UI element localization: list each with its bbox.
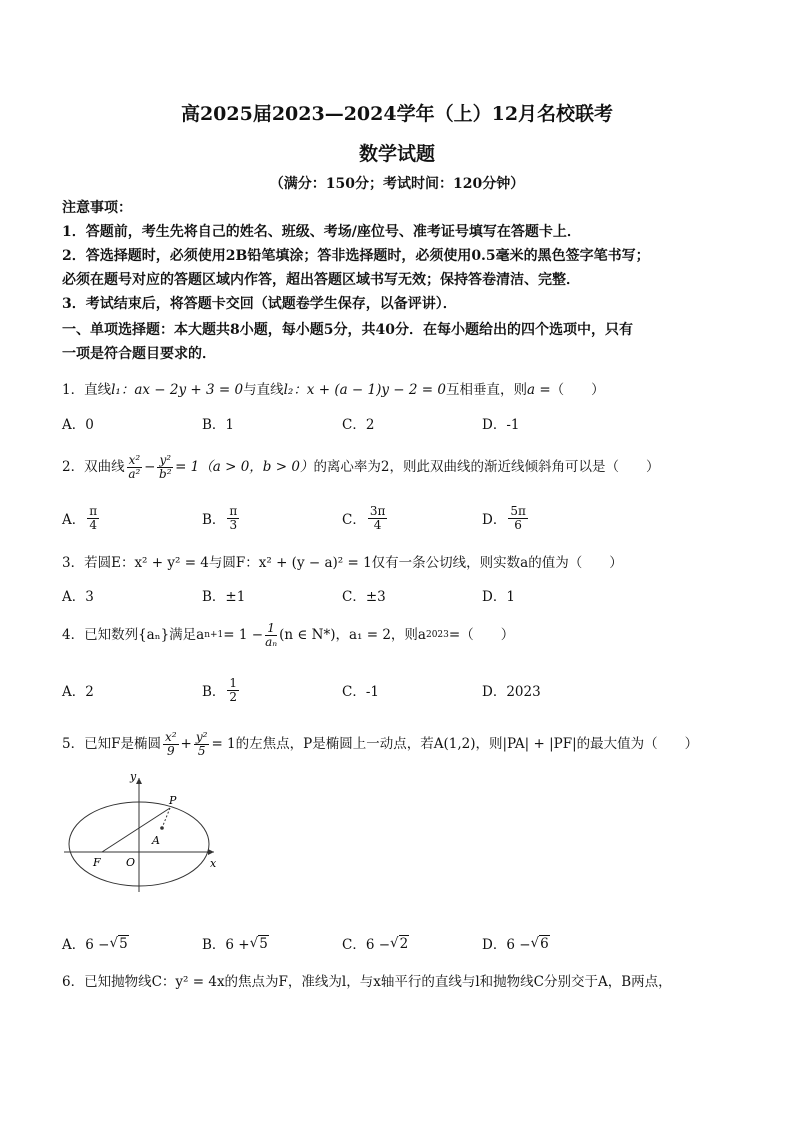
notice-heading: 注意事项：: [62, 200, 132, 216]
q2-option-a[interactable]: [62, 496, 101, 540]
y-axis-arrow: [136, 778, 142, 784]
q2-option-b[interactable]: [202, 496, 241, 540]
q1-eq1: ：ax − 2y + 3 = 0: [120, 382, 244, 398]
q2-option-c-num: 3π: [369, 503, 386, 518]
q2-option-b-num: π: [229, 503, 238, 518]
q2-frac-y-den: b²: [159, 466, 172, 481]
q4-options: [62, 668, 762, 712]
q4-option-b-label: B．: [202, 684, 226, 700]
q2-option-a-frac: [87, 505, 99, 531]
q2-option-d-num: 5π: [510, 503, 526, 518]
point-a-dot: [160, 826, 164, 830]
section-heading-line1: 一、单项选择题：本大题共8小题，每小题5分，共40分．在每小题给出的四个选项中，只有: [62, 322, 633, 338]
q1-text2: 互相垂直，则: [445, 382, 527, 398]
q2-option-a-label: A．: [62, 512, 86, 528]
q3-option-b[interactable]: B．±1: [202, 589, 246, 605]
q3-option-c[interactable]: C．±3: [342, 589, 386, 605]
question-2: 2．双曲线 $\frac{\text{x²}}{\text{a²}}$ − $\frac{\text{y²}}{\text{b²}}$ = 1（a > 0，b > 0） 的离心率为2，则此双曲线的渐近线倾斜角可以是（ ）: [62, 452, 660, 481]
section-heading-line2: 一项是符合题目要求的．: [62, 346, 216, 362]
q1-avar: a =: [526, 382, 551, 398]
q5-option-b[interactable]: B．6 + √ 5: [202, 935, 268, 953]
q2-frac-x: [127, 454, 143, 480]
q3-options: [62, 580, 762, 610]
q1-l1: l₁: [111, 382, 121, 398]
notice-item-2-cont: 必须在题号对应的答题区域内作答，超出答题区域书写无效；保持答卷清洁、完整．: [62, 272, 580, 288]
q1-option-b[interactable]: B．1: [202, 417, 235, 433]
q4-sub2: 2023: [425, 630, 449, 640]
q5-frac-y: [194, 731, 210, 757]
q3-option-a[interactable]: A．3: [62, 589, 94, 605]
q5-option-c[interactable]: C．6 − √ 2: [342, 935, 409, 953]
q1-option-c[interactable]: C．2: [342, 417, 375, 433]
q2-option-d-label: D．: [482, 512, 507, 528]
q1-eq2: ：x + (a − 1)y − 2 = 0: [293, 382, 446, 398]
q1-option-d[interactable]: D．-1: [482, 417, 520, 433]
q2-option-a-num: π: [89, 503, 98, 518]
q2-num: 2．双曲线: [62, 459, 125, 475]
q1-text1: 与直线: [243, 382, 284, 398]
q2-option-b-frac: [227, 505, 239, 531]
label-f: F: [93, 856, 101, 869]
q5-option-a[interactable]: A．6 − √ 5: [62, 935, 128, 953]
q5-frac-x-den: 9: [166, 743, 175, 758]
q4-option-c-label: C．-1: [342, 684, 379, 700]
question-6: 6．已知抛物线C：y² = 4x的焦点为F，准线为l，与x轴平行的直线与l和抛物线C分别交于A，B两点，: [62, 974, 672, 990]
x-axis-arrow: [208, 849, 214, 855]
label-x: x: [210, 857, 217, 870]
q5-ellipse-figure: [62, 770, 222, 895]
q5-option-d[interactable]: D．6 − √ 6: [482, 935, 549, 953]
q5-frac-y-den: 5: [197, 743, 206, 758]
label-o: O: [126, 856, 136, 869]
q5-option-c-rad: 2: [399, 935, 409, 952]
q2-option-b-den: 3: [229, 517, 238, 532]
q2-frac-y-num: y²: [159, 452, 172, 467]
q4-frac-num: 1: [267, 620, 275, 635]
exam-subject: 数学试题: [358, 143, 435, 165]
q5-option-b-label: B．6 +: [202, 937, 250, 953]
q3-option-d[interactable]: D．1: [482, 589, 515, 605]
label-p: P: [169, 794, 177, 807]
q4-num: 4．已知数列{aₙ}满足a: [62, 627, 205, 643]
q5-option-a-label: A．6 −: [62, 937, 110, 953]
q5-option-a-rad: 5: [119, 935, 128, 952]
q2-option-b-label: B．: [202, 512, 226, 528]
q2-frac-x-num: x²: [128, 452, 141, 467]
q1-options: [62, 408, 762, 438]
q4-option-b[interactable]: [202, 668, 241, 712]
q1-text3: （ ）: [550, 382, 605, 398]
q5-num: 5．已知F是椭圆: [62, 736, 161, 752]
q2-option-c[interactable]: [342, 496, 389, 540]
q5-option-b-rad: 5: [259, 935, 268, 952]
question-3: 3．若圆E：x² + y² = 4与圆F：x² + (y − a)² = 1仅有一条公切线，则实数a的值为（ ）: [62, 555, 623, 571]
q5-option-c-label: C．6 −: [342, 937, 391, 953]
q2-option-c-label: C．: [342, 512, 366, 528]
q2-option-c-frac: [368, 505, 388, 531]
q1-option-a[interactable]: A．0: [62, 417, 94, 433]
notice-item-1: 1．答题前，考生先将自己的姓名、班级、考场/座位号、准考证号填写在答题卡上．: [62, 224, 581, 240]
notice-item-3: 3．考试结束后，将答题卡交回（试题卷学生保存，以备评讲）．: [62, 296, 457, 312]
q4-sub: n+1: [204, 630, 224, 640]
q2-cond: = 1（a > 0，b > 0）: [175, 459, 314, 475]
q2-frac-y: [157, 454, 173, 480]
label-a: A: [152, 834, 160, 847]
q5-text: = 1的左焦点，P是椭圆上一动点，若A(1,2)，则|PA| + |PF|的最大值为（ ）: [211, 736, 699, 752]
q4-option-d[interactable]: [482, 668, 541, 712]
q4-text3: =（ ）: [448, 627, 515, 643]
q4-text2: (n ∈ N*)，a₁ = 2，则a: [279, 627, 426, 643]
question-4: [62, 618, 762, 652]
question-1: [62, 380, 762, 400]
q4-option-d-label: D．2023: [482, 684, 541, 700]
q5-frac-x: [163, 731, 179, 757]
notice-item-2: 2．答选择题时，必须使用2B铅笔填涂；答非选择题时，必须使用0.5毫米的黑色签字笔书写；: [62, 248, 650, 264]
q2-frac-x-den: a²: [128, 466, 141, 481]
q2-option-a-den: 4: [89, 517, 98, 532]
q5-option-d-label: D．6 −: [482, 937, 531, 953]
q5-frac-y-num: y²: [195, 729, 208, 744]
q4-text1: = 1 −: [223, 627, 264, 643]
q4-option-c[interactable]: [342, 668, 379, 712]
q2-option-d-frac: [508, 505, 528, 531]
q2-options: [62, 496, 762, 540]
q2-option-c-den: 4: [373, 517, 382, 532]
q1-l2: l₂: [283, 382, 294, 398]
q5-option-d-rad: 6: [540, 935, 549, 952]
q2-option-d[interactable]: [482, 496, 530, 540]
q2-option-d-den: 6: [514, 517, 522, 532]
q4-frac-den: aₙ: [265, 634, 278, 649]
q5-options: [62, 928, 762, 958]
q4-option-b-frac: [227, 677, 239, 703]
q1-num: 1．直线: [62, 382, 112, 398]
label-y: y: [130, 770, 137, 783]
exam-meta: （满分：150分；考试时间：120分钟）: [269, 176, 525, 192]
exam-title: 高2025届2023—2024学年（上）12月名校联考: [180, 103, 614, 125]
q4-frac: [265, 622, 277, 648]
q4-option-a[interactable]: [62, 668, 94, 712]
q4-option-a-label: A．2: [62, 684, 94, 700]
q5-frac-x-num: x²: [164, 729, 177, 744]
question-5: 5．已知F是椭圆 $\frac{\text{x²}}{9}$ + $\frac{\text{y²}}{5}$ = 1的左焦点，P是椭圆上一动点，若A(1,2)，则|PA| + |PF|的最大值为（ ）: [62, 729, 699, 758]
q4-option-b-den: 2: [229, 689, 238, 704]
q4-option-b-num: 1: [229, 675, 238, 690]
q2-text: 的离心率为2，则此双曲线的渐近线倾斜角可以是（ ）: [313, 459, 660, 475]
